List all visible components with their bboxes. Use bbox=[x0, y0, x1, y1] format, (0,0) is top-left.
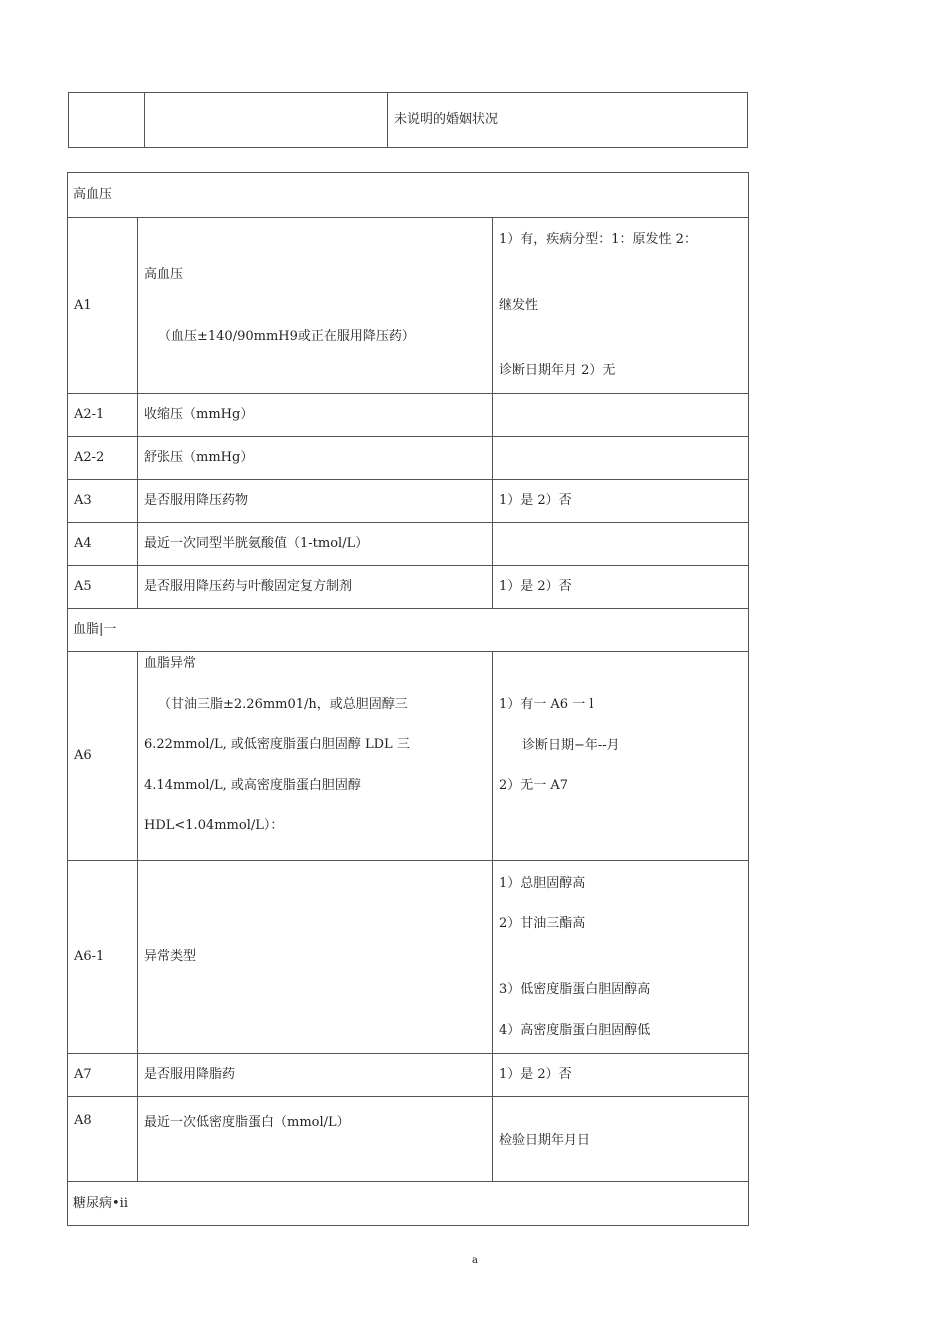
row-options bbox=[493, 652, 749, 861]
cell-empty-2 bbox=[145, 93, 388, 148]
table-row bbox=[68, 652, 749, 861]
section-diabetes: 糖尿病•ii bbox=[68, 1182, 749, 1226]
row-options: 检验日期年月日 bbox=[493, 1097, 749, 1182]
table-row bbox=[68, 1054, 749, 1097]
row-item: 异常类型 bbox=[138, 861, 493, 1054]
section-hypertension: 高血压 bbox=[68, 173, 749, 218]
option-line: 诊断日期年月 2）无 bbox=[499, 363, 616, 379]
row-code: A7 bbox=[68, 1054, 138, 1097]
row-options: 1）是 2）否 bbox=[493, 566, 749, 609]
row-item: 收缩压（mmHg） bbox=[138, 394, 493, 437]
table-row bbox=[68, 566, 749, 609]
row-item: 是否服用降脂药 bbox=[138, 1054, 493, 1097]
cell-empty-1 bbox=[69, 93, 145, 148]
row-item: 舒张压（mmHg） bbox=[138, 437, 493, 480]
option-line: 1）总胆固醇高 bbox=[499, 875, 586, 891]
option-line: 4）高密度脂蛋白胆固醇低 bbox=[499, 1022, 651, 1038]
row-options bbox=[493, 523, 749, 566]
row-item bbox=[138, 218, 493, 394]
table-row bbox=[68, 1097, 749, 1182]
row-options bbox=[493, 437, 749, 480]
table-row bbox=[68, 394, 749, 437]
row-item: 是否服用降压药与叶酸固定复方制剂 bbox=[138, 566, 493, 609]
option-line: 1）有一 A6 一 l bbox=[499, 697, 594, 712]
item-note: （甘油三脂±2.26mm01/h，或总胆固醇三 bbox=[158, 696, 408, 712]
option-line: 1）有，疾病分型：1：原发性 2： bbox=[499, 232, 697, 248]
item-note: （血压±140/90mmH9或正在服用降压药） bbox=[158, 328, 415, 344]
row-options bbox=[493, 394, 749, 437]
row-code: A2-1 bbox=[68, 394, 138, 437]
option-line: 继发性 bbox=[499, 297, 539, 313]
item-title: 高血压 bbox=[144, 266, 184, 282]
section-lipids: 血脂|一 bbox=[68, 609, 749, 652]
row-code: A3 bbox=[68, 480, 138, 523]
item-title: 血脂异常 bbox=[144, 656, 197, 671]
marital-status-option: 未说明的婚姻状况 bbox=[388, 93, 748, 148]
row-code: A2-2 bbox=[68, 437, 138, 480]
medical-history-table bbox=[67, 172, 749, 1226]
row-item: 是否服用降压药物 bbox=[138, 480, 493, 523]
row-code: A1 bbox=[68, 218, 138, 394]
table-row bbox=[68, 437, 749, 480]
row-item: 最近一次低密度脂蛋白（mmol/L） bbox=[138, 1097, 493, 1182]
row-options: 1）是 2）否 bbox=[493, 480, 749, 523]
row-item: 最近一次同型半胱氨酸值（1-tmol/L） bbox=[138, 523, 493, 566]
row-options: 1）是 2）否 bbox=[493, 1054, 749, 1097]
table-row bbox=[68, 480, 749, 523]
item-note: 6.22mmol/L, 或低密度脂蛋白胆固醇 LDL 三 bbox=[144, 737, 410, 753]
option-line: 诊断日期−年--月 bbox=[522, 737, 620, 753]
row-code: A4 bbox=[68, 523, 138, 566]
page-footer: a bbox=[472, 1255, 478, 1266]
marital-status-table bbox=[68, 92, 748, 148]
table-row bbox=[68, 523, 749, 566]
item-note: 4.14mmol/L, 或高密度脂蛋白胆固醇 bbox=[144, 777, 361, 793]
row-options bbox=[493, 861, 749, 1054]
row-item bbox=[138, 652, 493, 861]
row-code: A6 bbox=[68, 652, 138, 861]
option-line: 2）甘油三酯高 bbox=[499, 916, 586, 932]
row-code: A6-1 bbox=[68, 861, 138, 1054]
row-code: A8 bbox=[68, 1097, 138, 1182]
table-row bbox=[68, 861, 749, 1054]
option-line: 2）无一 A7 bbox=[499, 778, 569, 794]
item-note: HDL<1.04mmol/L）： bbox=[144, 818, 284, 834]
row-code: A5 bbox=[68, 566, 138, 609]
row-options bbox=[493, 218, 749, 394]
table-row bbox=[68, 218, 749, 394]
option-line: 3）低密度脂蛋白胆固醇高 bbox=[499, 982, 651, 997]
